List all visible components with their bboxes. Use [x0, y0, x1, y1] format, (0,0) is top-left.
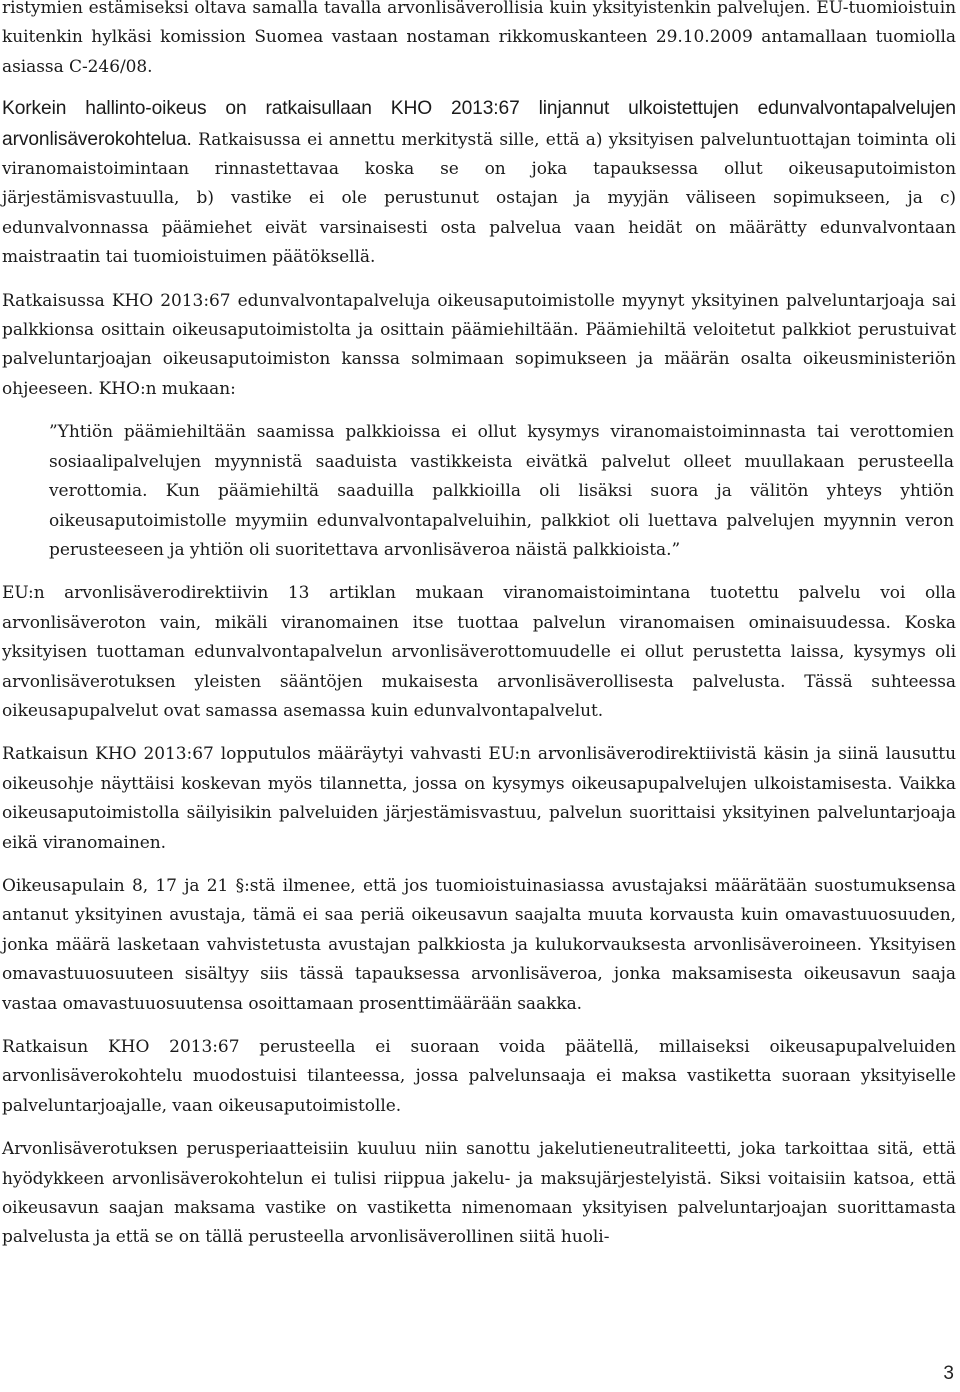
paragraph-kho-ruling-lead: Korkein hallinto-oikeus on ratkaisullaan KHO 2013:67 linjannut ulkoistettujen edunvalvontapalvelujen arvonlisäverokohtelua. — [2, 98, 956, 150]
paragraph-continuation: ristymien estämiseksi oltava samalla tavalla arvonlisäverollisia kuin yksityistenkin palvelujen. EU-tuomioistuin kuitenkin hylkäsi komission Suomea vastaan nostaman rikkomuskanteen 29.10.2009 antamallaan tuomiolla asiassa C-246/08. — [2, 0, 956, 77]
paragraph-conclusion: Ratkaisun KHO 2013:67 perusteella ei suoraan voida päätellä, millaiseksi oikeusapupalveluiden arvonlisäverokohtelu muodostuisi tilanteessa, jossa palvelunsaaja ei maksa vastiketta suoraan yksityiselle palveluntarjoajalle, vaan oikeusaputoimistolle. — [2, 1037, 956, 1116]
page-number: 3 — [943, 1363, 954, 1384]
paragraph-outcome: Ratkaisun KHO 2013:67 lopputulos määräytyi vahvasti EU:n arvonlisäverodirektiivistä käsin ja siinä lausuttu oikeusohje näyttäisi koskevan myös tilannetta, jossa on kysymys oikeusapupalvelujen ulkoistamisesta. Vaikka oikeusaputoimistolla säilyisikin palveluiden järjestämisvastuu, palvelun suorittaisi yksityinen palveluntarjoaja eikä viranomainen. — [2, 744, 956, 853]
document-body — [2, 0, 956, 1253]
paragraph-legal-aid-act: Oikeusapulain 8, 17 ja 21 §:stä ilmenee, että jos tuomioistuinasiassa avustajaksi määrätään suostumuksensa antanut yksityinen avustaja, tämä ei saa periä oikeusavun saajalta muuta korvausta kuin omavastuuosuuden, jonka määrä lasketaan vahvistetusta avustajan palkkiosta ja kulukorvauksesta arvonlisäveroineen. Yksityisen omavastuuosuuteen sisältyy siis tässä tapauksessa arvonlisäveroa, jonka maksamisesta oikeusavun saaja vastaa omavastuuosuutensa osoittamaan prosenttimäärään saakka. — [2, 875, 956, 1014]
paragraph-kho-ruling — [2, 94, 956, 272]
block-quote: ”Yhtiön päämiehiltään saamissa palkkioissa ei ollut kysymys viranomaistoiminnasta tai verottomien sosiaalipalvelujen myynnistä saaduista vastikkeista eivätkä palvelut olleet muullakaan perusteella verottomia. Kun päämiehiltä saaduilla palkkioilla oli lisäksi suora ja välitön yhteys yhtiön oikeusaputoimistolle myymiin edunvalvontapalveluihin, palkkiot oli luettava palvelujen myynnin veron perusteeseen ja yhtiön oli suoritettava arvonlisäveroa näistä palkkioista.” — [49, 422, 954, 560]
paragraph-eu-directive: EU:n arvonlisäverodirektiivin 13 artiklan mukaan viranomaistoimintana tuotettu palvelu voi olla arvonlisäveroton vain, mikäli viranomainen itse tuottaa palvelun viranomaisen ominaisuudessa. Koska yksityisen tuottaman edunvalvontapalvelun arvonlisäverottomuudelle ei ollut perustetta laissa, kysymys oli arvonlisäverotuksen yleisten sääntöjen mukaisesta arvonlisäverollisesta palvelusta. Tässä suhteessa oikeusapupalvelut ovat samassa asemassa kuin edunvalvontapalvelut. — [2, 583, 956, 721]
paragraph-kho-ruling-body: Ratkaisussa ei annettu merkitystä sille, että a) yksityisen palveluntuottajan toiminta oli viranomaistoimintaan rinnastettavaa koska se on joka tapauksessa ollut oikeusaputoimiston järjestämisvastuulla, b) vastike ei ole perustunut ostajan ja myyjän väliseen sopimukseen, ja c) edunvalvonnassa päämiehet eivät varsinaisesti osta palvelua vaan heidät on määrätty edunvalvontaan maistraatin tai tuomioistuimen päätöksellä. — [2, 129, 956, 268]
paragraph-neutrality: Arvonlisäverotuksen perusperiaatteisiin kuuluu niin sanottu jakelutieneutraliteetti, joka tarkoittaa sitä, että hyödykkeen arvonlisäverokohtelun ei tulisi riippua jakelu- ja maksujärjestelyistä. Siksi voitaisiin katsoa, että oikeusavun saajan maksama vastike on vastiketta nimenomaan yksityisen palveluntarjoajan suorittamasta palvelusta ja että se on tällä perusteella arvonlisäverollinen siitä huoli- — [2, 1139, 956, 1248]
paragraph-kho-case-facts: Ratkaisussa KHO 2013:67 edunvalvontapalveluja oikeusaputoimistolle myynyt yksityinen palveluntarjoaja sai palkkionsa osittain oikeusaputoimistolta ja osittain päämiehiltään. Päämiehiltä veloitetut palkkiot perustuivat palveluntarjoajan oikeusaputoimiston kanssa solmimaan sopimukseen ja määrän osalta oikeusministeriön ohjeeseen. KHO:n mukaan: — [2, 290, 956, 399]
